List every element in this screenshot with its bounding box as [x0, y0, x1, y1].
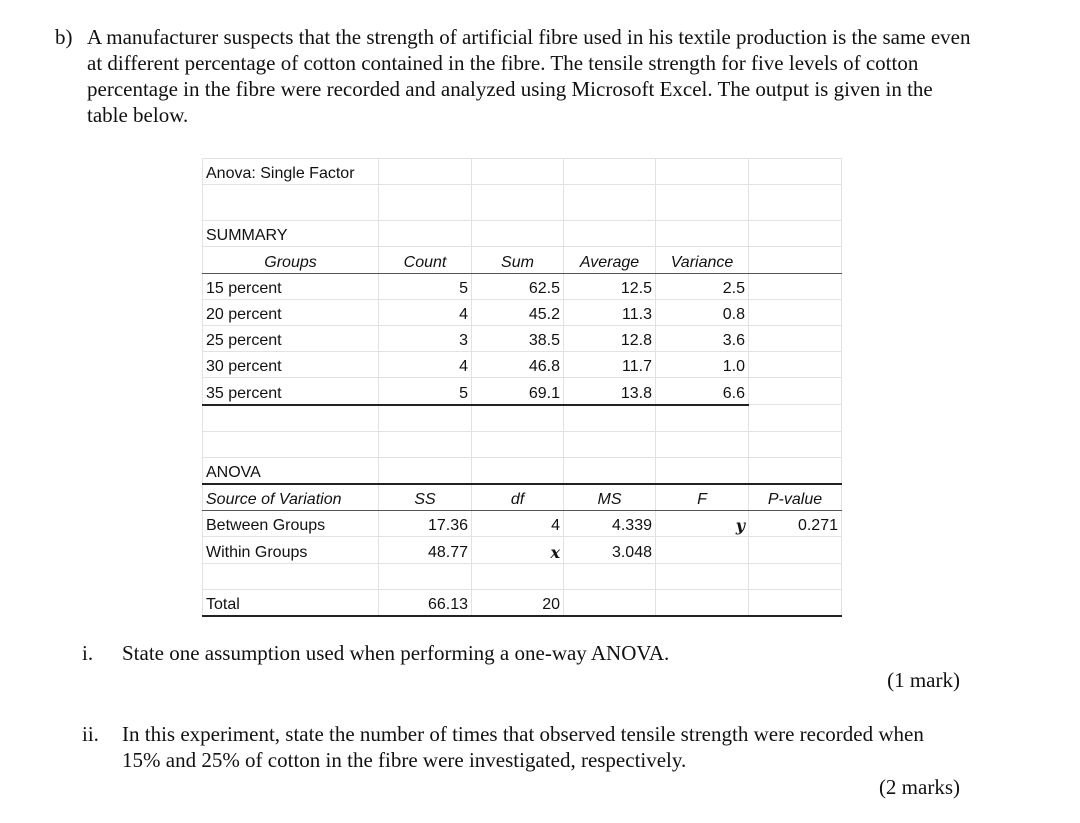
marks-label: (2 marks) — [878, 775, 960, 799]
anova-label-row — [203, 457, 842, 484]
group-count: 4 — [379, 299, 472, 325]
f-value: y — [656, 511, 749, 537]
table-row — [203, 378, 842, 405]
subquestion-text: In this experiment, state the number of times that observed tensile strength were recorded when 15% and 25% of cotton in the fibre were investigated, respectively. — [122, 722, 924, 772]
header-ms: MS — [564, 484, 656, 511]
question-label: b) — [55, 25, 73, 49]
header-source: Source of Variation — [203, 484, 379, 511]
table-title: Anova: Single Factor — [203, 159, 379, 185]
anova-table — [202, 158, 842, 617]
group-count: 5 — [379, 273, 472, 299]
ss-within: 48.77 — [379, 537, 472, 563]
table-row — [203, 537, 842, 563]
df-between: 4 — [472, 511, 564, 537]
group-count: 3 — [379, 325, 472, 351]
source-total: Total — [203, 589, 379, 616]
marks-label: (1 mark) — [887, 668, 960, 692]
source-between: Between Groups — [203, 511, 379, 537]
header-sum: Sum — [472, 247, 564, 273]
subquestion-text: State one assumption used when performing a one-way ANOVA. — [122, 641, 670, 665]
table-title-row — [203, 159, 842, 185]
group-average: 11.7 — [564, 352, 656, 378]
anova-label: ANOVA — [203, 457, 379, 484]
subquestion-number: ii. — [82, 722, 99, 746]
table-row — [203, 299, 842, 325]
table-row — [203, 589, 842, 616]
group-sum: 45.2 — [472, 299, 564, 325]
header-df: df — [472, 484, 564, 511]
group-variance: 1.0 — [656, 352, 749, 378]
group-average: 12.8 — [564, 325, 656, 351]
table-row — [203, 352, 842, 378]
table-row — [203, 511, 842, 537]
df-within: x — [472, 537, 564, 563]
header-groups: Groups — [203, 247, 379, 273]
group-name: 25 percent — [203, 325, 379, 351]
ms-between: 4.339 — [564, 511, 656, 537]
group-sum: 46.8 — [472, 352, 564, 378]
ss-total: 66.13 — [379, 589, 472, 616]
group-name: 35 percent — [203, 378, 379, 405]
subquestion-number: i. — [82, 641, 94, 665]
group-sum: 38.5 — [472, 325, 564, 351]
group-count: 4 — [379, 352, 472, 378]
group-average: 12.5 — [564, 273, 656, 299]
group-variance: 2.5 — [656, 273, 749, 299]
df-total: 20 — [472, 589, 564, 616]
group-average: 13.8 — [564, 378, 656, 405]
table-row — [203, 273, 842, 299]
group-sum: 69.1 — [472, 378, 564, 405]
group-count: 5 — [379, 378, 472, 405]
question-text: A manufacturer suspects that the strength of artificial fibre used in his textile production is the same even at different percentage of cotton contained in the fibre. The tensile strength for five levels of cotton percentage in the fibre were recorded and analyzed using Microsoft Excel. The output is given in the table below. — [87, 25, 971, 127]
group-name: 20 percent — [203, 299, 379, 325]
header-average: Average — [564, 247, 656, 273]
table-row — [203, 325, 842, 351]
header-ss: SS — [379, 484, 472, 511]
group-variance: 0.8 — [656, 299, 749, 325]
summary-label: SUMMARY — [203, 221, 379, 247]
header-f: F — [656, 484, 749, 511]
header-p-value: P-value — [749, 484, 842, 511]
source-within: Within Groups — [203, 537, 379, 563]
summary-header-row — [203, 247, 842, 273]
ms-within: 3.048 — [564, 537, 656, 563]
group-variance: 3.6 — [656, 325, 749, 351]
summary-label-row — [203, 221, 842, 247]
ss-between: 17.36 — [379, 511, 472, 537]
group-sum: 62.5 — [472, 273, 564, 299]
p-value: 0.271 — [749, 511, 842, 537]
header-count: Count — [379, 247, 472, 273]
group-name: 30 percent — [203, 352, 379, 378]
group-average: 11.3 — [564, 299, 656, 325]
header-variance: Variance — [656, 247, 749, 273]
group-variance: 6.6 — [656, 378, 749, 405]
anova-header-row — [203, 484, 842, 511]
group-name: 15 percent — [203, 273, 379, 299]
